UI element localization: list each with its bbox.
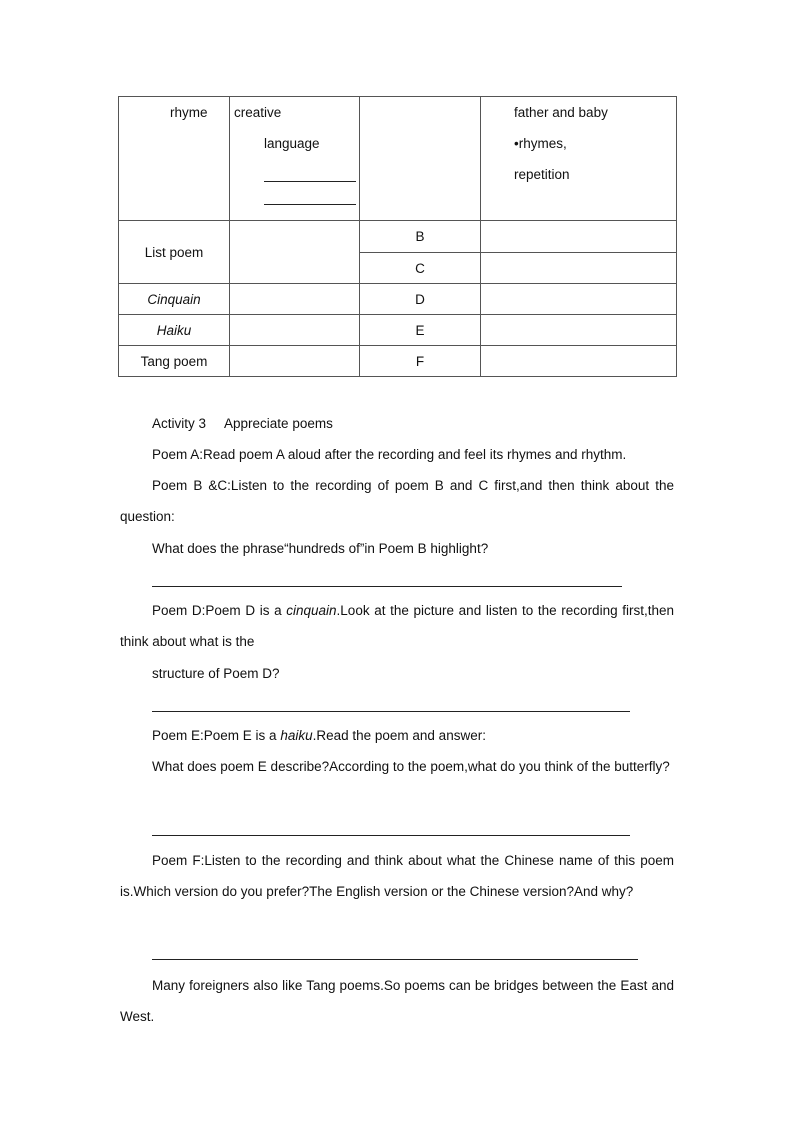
table-cell <box>119 97 230 221</box>
poem-letter: F <box>360 346 481 377</box>
creative-label: creative <box>234 105 282 120</box>
answer-line[interactable] <box>152 959 638 960</box>
table-row <box>119 97 677 221</box>
table-cell-empty[interactable] <box>481 221 677 253</box>
table-cell-empty[interactable] <box>481 346 677 377</box>
poem-d-instruction: Poem D:Poem D is a cinquain.Look at the picture and listen to the recording first,then think about what is the <box>120 603 674 649</box>
poem-e-question: What does poem E describe?According to the poem,what do you think of the butterfly? <box>152 759 670 774</box>
table-cell <box>230 97 360 221</box>
answer-line[interactable] <box>152 711 630 712</box>
closing-statement: Many foreigners also like Tang poems.So poems can be bridges between the East and West. <box>120 978 674 1024</box>
haiku-label: Haiku <box>119 315 230 346</box>
poem-types-table <box>118 96 677 377</box>
poem-bc-instruction: Poem B &C:Listen to the recording of poem B and C first,and then think about the question: <box>120 478 674 524</box>
poem-e-instruction: Poem E:Poem E is a haiku.Read the poem and answer: <box>152 728 486 743</box>
table-cell-empty[interactable] <box>481 284 677 315</box>
feature-line: repetition <box>514 167 570 182</box>
answer-line[interactable] <box>152 586 622 587</box>
table-cell-empty[interactable] <box>230 346 360 377</box>
rhyme-label: rhyme <box>170 105 208 120</box>
table-cell-empty[interactable] <box>230 284 360 315</box>
poem-d-question: structure of Poem D? <box>152 666 280 681</box>
table-row <box>119 346 677 377</box>
table-cell-empty[interactable] <box>360 97 481 221</box>
poem-a-instruction: Poem A:Read poem A aloud after the recording and feel its rhymes and rhythm. <box>152 447 627 462</box>
table-cell-empty[interactable] <box>481 315 677 346</box>
table-row <box>119 315 677 346</box>
poem-bc-question: What does the phrase“hundreds of”in Poem B highlight? <box>152 541 489 556</box>
table-cell-empty[interactable] <box>230 315 360 346</box>
table-row <box>119 221 677 253</box>
table-cell <box>481 97 677 221</box>
poem-letter: B <box>360 221 481 253</box>
feature-line: •rhymes, <box>514 136 567 151</box>
fill-blank-line[interactable] <box>264 159 356 182</box>
cinquain-label: Cinquain <box>119 284 230 315</box>
tang-poem-label: Tang poem <box>119 346 230 377</box>
poem-letter: E <box>360 315 481 346</box>
poem-letter: C <box>360 253 481 284</box>
language-label: language <box>264 136 320 151</box>
activity-heading: Activity 3 Appreciate poems <box>152 416 333 431</box>
fill-blank-line[interactable] <box>264 182 356 205</box>
table-cell-empty[interactable] <box>230 221 360 284</box>
list-poem-label: List poem <box>119 221 230 284</box>
table-row <box>119 284 677 315</box>
poem-f-instruction: Poem F:Listen to the recording and think about what the Chinese name of this poem is.Which version do you prefer?The English version or the Chinese version?And why? <box>120 853 674 899</box>
answer-line[interactable] <box>152 835 630 836</box>
feature-line: father and baby <box>514 105 608 120</box>
poem-letter: D <box>360 284 481 315</box>
table-cell-empty[interactable] <box>481 253 677 284</box>
